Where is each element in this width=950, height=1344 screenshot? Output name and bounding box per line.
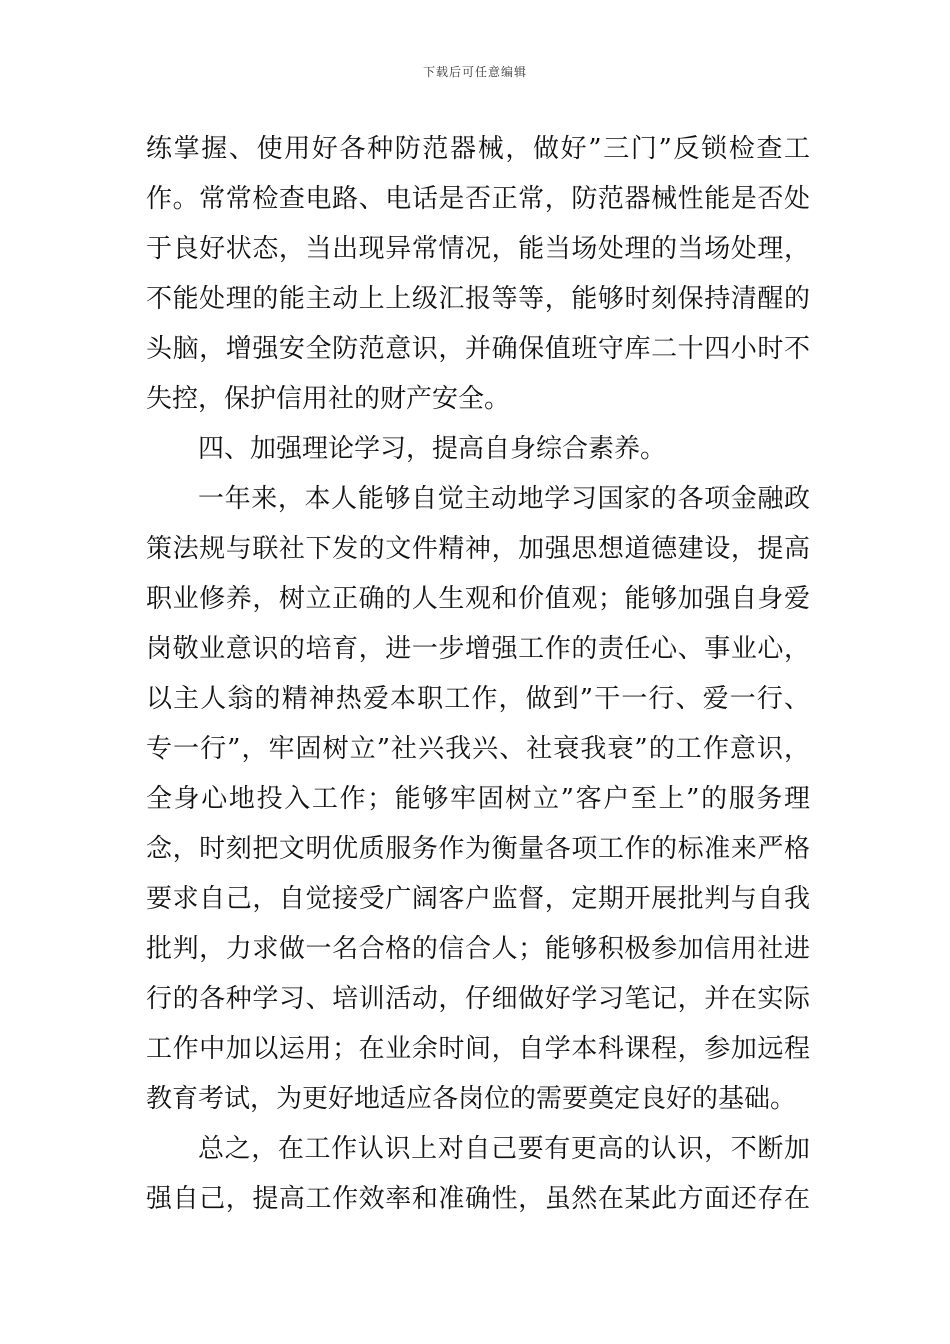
text-line: 总之，在工作认识上对自己要有更高的认识，不断加 bbox=[198, 1134, 810, 1164]
text-line: 教育考试，为更好地适应各岗位的需要奠定良好的基础。 bbox=[146, 1084, 797, 1114]
text-line: 行的各种学习、培训活动，仔细做好学习笔记，并在实际 bbox=[146, 984, 810, 1014]
text-line: 要求自己，自觉接受广阔客户监督，定期开展批判与自我 bbox=[146, 884, 810, 914]
text-line: 一年来，本人能够自觉主动地学习国家的各项金融政 bbox=[198, 484, 810, 514]
text-line: 策法规与联社下发的文件精神，加强思想道德建设，提高 bbox=[146, 534, 810, 564]
text-line: 作。常常检查电路、电话是否正常，防范器械性能是否处 bbox=[146, 184, 810, 214]
text-line: 不能处理的能主动上上级汇报等等，能够时刻保持清醒的 bbox=[146, 284, 810, 314]
text-line: 工作中加以运用；在业余时间，自学本科课程，参加远程 bbox=[146, 1034, 810, 1064]
text-line: 以主人翁的精神热爱本职工作，做到”干一行、爱一行、 bbox=[146, 684, 810, 714]
page-header: 下载后可任意编辑 bbox=[422, 65, 527, 79]
text-line: 专一行”，牢固树立”社兴我兴、社衰我衰”的工作意识， bbox=[146, 734, 810, 764]
text-line: 失控，保护信用社的财产安全。 bbox=[146, 384, 511, 414]
text-line: 练掌握、使用好各种防范器械，做好”三门”反锁检查工 bbox=[146, 134, 810, 164]
text-line: 头脑，增强安全防范意识，并确保值班守库二十四小时不 bbox=[146, 334, 810, 364]
document-body bbox=[146, 124, 810, 1224]
text-line: 批判，力求做一名合格的信合人；能够积极参加信用社进 bbox=[146, 934, 810, 964]
text-line: 全身心地投入工作；能够牢固树立”客户至上”的服务理 bbox=[146, 784, 810, 814]
text-line: 职业修养，树立正确的人生观和价值观；能够加强自身爱 bbox=[146, 584, 810, 614]
text-line: 念，时刻把文明优质服务作为衡量各项工作的标准来严格 bbox=[146, 834, 810, 864]
text-line: 强自己，提高工作效率和准确性，虽然在某此方面还存在 bbox=[146, 1184, 810, 1214]
section-heading: 四、加强理论学习，提高自身综合素养。 bbox=[198, 434, 667, 464]
text-line: 岗敬业意识的培育，进一步增强工作的责任心、事业心， bbox=[146, 634, 810, 664]
text-line: 于良好状态，当出现异常情况，能当场处理的当场处理， bbox=[146, 234, 810, 264]
